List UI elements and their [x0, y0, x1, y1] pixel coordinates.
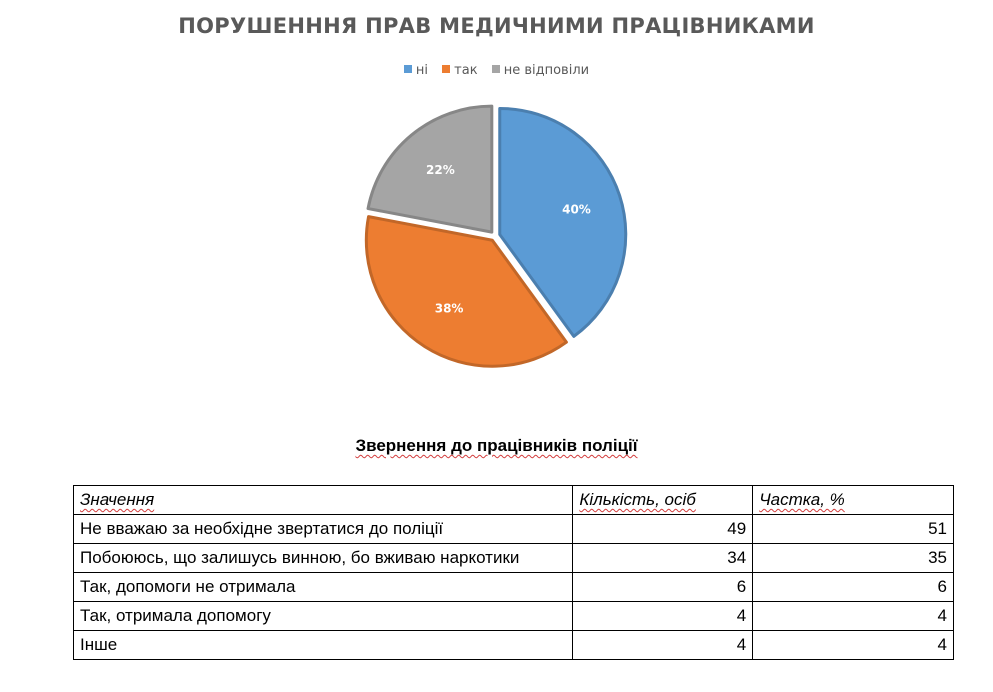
legend-label: так [454, 63, 478, 78]
legend-label: не відповіли [503, 63, 590, 78]
cell-share: 4 [753, 631, 954, 660]
table-row [74, 573, 954, 602]
cell-share: 35 [753, 544, 954, 573]
cell-label: Побоююсь, що залишусь винною, бо вживаю наркотики [74, 544, 573, 573]
table-title-text: Звернення до працівників поліції [355, 436, 638, 455]
data-table [73, 485, 954, 660]
pie-data-label: 38% [434, 301, 464, 316]
header-text: Кількість, осіб [579, 490, 696, 509]
table-row [74, 631, 954, 660]
cell-count: 34 [573, 544, 753, 573]
cell-label: Не вважаю за необхідне звертатися до поліції [74, 515, 573, 544]
header-text: Значення [80, 490, 155, 509]
pie-data-label: 40% [562, 202, 591, 217]
cell-count: 4 [573, 602, 753, 631]
cell-count: 4 [573, 631, 753, 660]
cell-label: Так, отримала допомогу [74, 602, 573, 631]
cell-count: 6 [573, 573, 753, 602]
table-title [0, 436, 993, 456]
cell-label: Так, допомоги не отримала [74, 573, 573, 602]
cell-share: 4 [753, 602, 954, 631]
cell-label: Інше [74, 631, 573, 660]
column-header-value [74, 486, 573, 515]
table-row [74, 602, 954, 631]
pie-data-label: 22% [426, 162, 455, 177]
header-text: Частка, % [759, 490, 845, 509]
cell-share: 51 [753, 515, 954, 544]
table-row [74, 544, 954, 573]
table-header-row [74, 486, 954, 515]
legend-label: ні [415, 63, 429, 78]
chart-title: ПОРУШЕНННЯ ПРАВ МЕДИЧНИМИ ПРАЦІВНИКАМИ [178, 14, 815, 38]
column-header-share [753, 486, 954, 515]
column-header-count [573, 486, 753, 515]
cell-share: 6 [753, 573, 954, 602]
table-row [74, 515, 954, 544]
cell-count: 49 [573, 515, 753, 544]
